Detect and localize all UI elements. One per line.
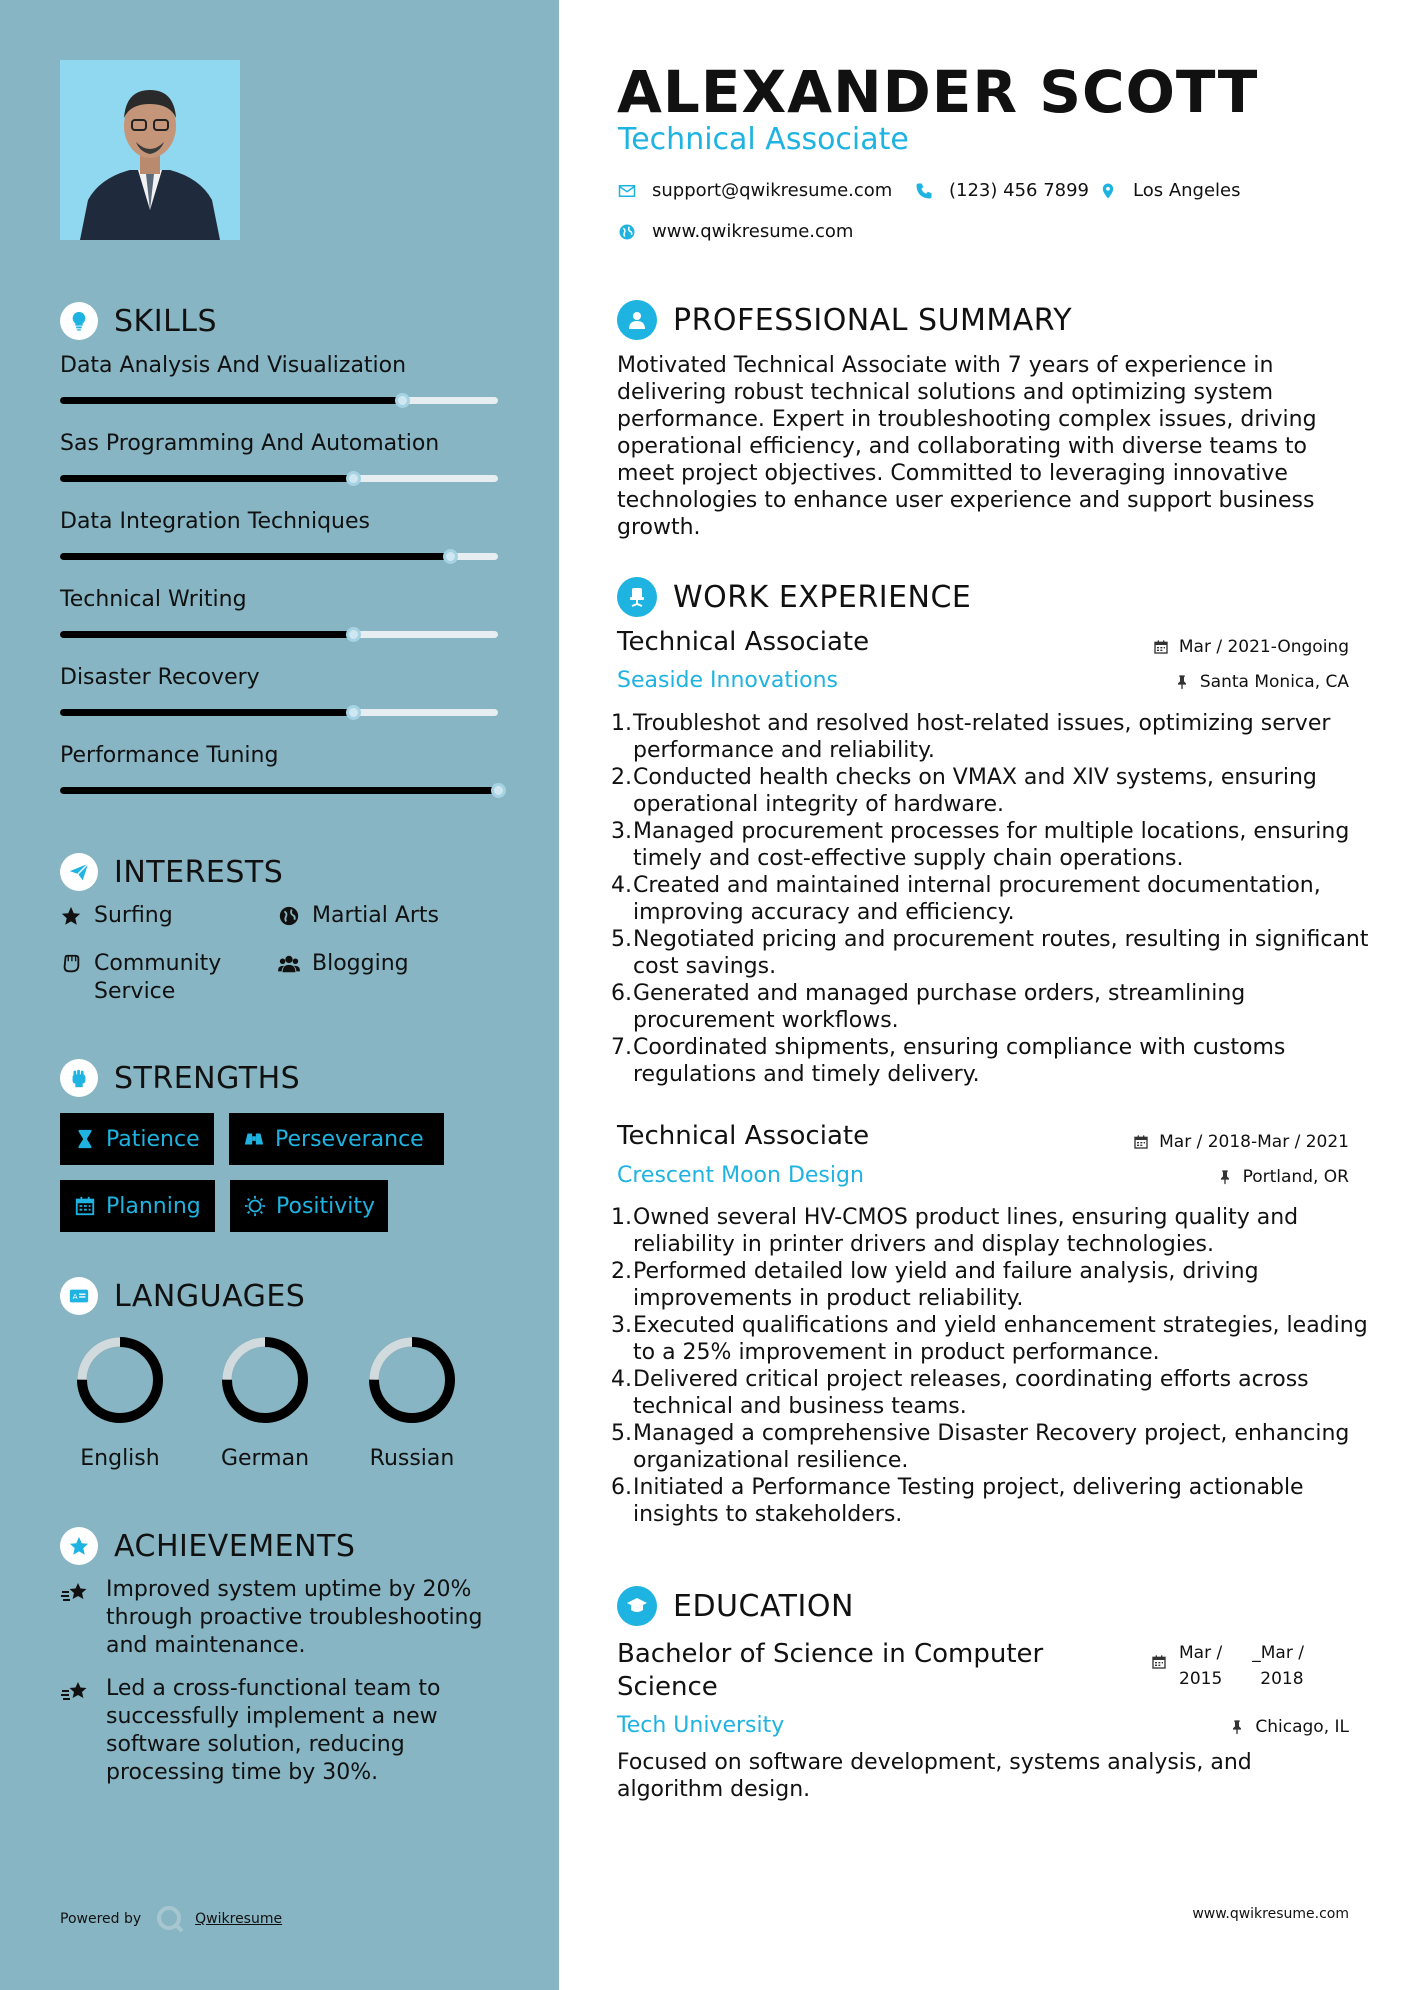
job-company: Crescent Moon Design (617, 1163, 864, 1188)
achievement-item (60, 1576, 500, 1660)
language-level-ring (364, 1332, 460, 1428)
skill-level-knob (346, 705, 361, 720)
achievements-heading (60, 1527, 355, 1565)
skill-level-fill (60, 553, 450, 560)
strengths-heading (60, 1059, 300, 1097)
interest-label: Blogging (312, 951, 409, 976)
skill-name: Data Analysis And Visualization (60, 353, 407, 378)
calendar-icon (1133, 1134, 1149, 1150)
shooting-star-icon (60, 1679, 90, 1705)
skill-level-fill (60, 397, 402, 404)
skill-level-fill (60, 709, 353, 716)
duty-number: 5. (611, 927, 632, 952)
duty-item (611, 1258, 1377, 1312)
sun-icon (244, 1195, 266, 1217)
duty-number: 1. (611, 1205, 632, 1230)
contact-phone[interactable] (915, 180, 1089, 201)
language-name: German (220, 1446, 310, 1471)
duty-text: Generated and managed purchase orders, streamlining procurement workflows. (633, 981, 1246, 1033)
duty-text: Managed procurement processes for multiple locations, ensuring timely and cost-effective supply chain operations. (633, 819, 1350, 871)
languages-title: LANGUAGES (114, 1278, 306, 1314)
lightbulb-icon (60, 302, 98, 340)
interest-item-martial-arts (278, 902, 439, 930)
candidate-role: Technical Associate (618, 122, 909, 157)
language-level-ring (217, 1332, 313, 1428)
pushpin-icon (1217, 1169, 1233, 1185)
interest-item-surfing (60, 902, 173, 930)
skill-level-knob (346, 627, 361, 642)
duty-text: Managed a comprehensive Disaster Recovery project, enhancing organizational resilience. (633, 1421, 1350, 1473)
powered-label: Powered by (60, 1911, 142, 1927)
education-degree: Bachelor of Science in Computer Science (617, 1639, 1044, 1702)
skill-level-knob (395, 393, 410, 408)
globe-icon (618, 223, 636, 241)
duty-number: 3. (611, 819, 632, 844)
language-item (210, 1332, 320, 1471)
duty-item (611, 1474, 1377, 1528)
shooting-star-icon (60, 1580, 90, 1606)
language-name: Russian (369, 1446, 455, 1471)
strength-tag-positivity (230, 1180, 388, 1232)
skill-level-bar (60, 787, 498, 794)
skill-level-knob (443, 549, 458, 564)
job-dates-text: Mar / 2018-Mar / 2021 (1159, 1132, 1349, 1152)
duty-number: 1. (611, 711, 632, 736)
duty-text: Executed qualifications and yield enhancement strategies, leading to a 25% improvement in product performance. (633, 1313, 1368, 1365)
duty-item (611, 1312, 1377, 1366)
paper-plane-icon (60, 853, 98, 891)
skill-name: Technical Writing (60, 587, 247, 612)
achievement-text: Improved system uptime by 20% through proactive troubleshooting and maintenance. (106, 1577, 483, 1658)
job-dates-text: Mar / 2021-Ongoing (1178, 637, 1349, 657)
job-title: Technical Associate (617, 1121, 870, 1151)
summary-text: Motivated Technical Associate with 7 years of experience in delivering robust technical solutions and optimizing system performance. Expert in troubleshooting complex issues, driving operational efficiency, and collaborating with diverse teams to meet project objectives. Committed to leveraging innovative technologies to enhance user experience and support business growth. (617, 353, 1317, 540)
envelope-icon (618, 182, 636, 200)
skill-level-fill (60, 631, 353, 638)
education-title: EDUCATION (673, 1588, 854, 1624)
hourglass-icon (74, 1128, 96, 1150)
skill-name: Sas Programming And Automation (60, 431, 440, 456)
duty-item (611, 1204, 1377, 1258)
svg-text:A: A (72, 1291, 79, 1301)
contact-email[interactable] (618, 180, 892, 201)
duty-text: Negotiated pricing and procurement routes, resulting in significant cost savings. (633, 927, 1369, 979)
phone-text: (123) 456 7899 (949, 180, 1090, 201)
job-location (1217, 1167, 1349, 1187)
achievements-title: ACHIEVEMENTS (114, 1528, 356, 1564)
phone-icon (915, 182, 933, 200)
job-location (1174, 672, 1349, 692)
skill-level-bar (60, 397, 498, 404)
user-icon (617, 300, 657, 340)
interests-heading (60, 853, 283, 891)
skills-title: SKILLS (114, 303, 218, 339)
strength-label: Positivity (276, 1193, 376, 1219)
interest-label: Surfing (94, 903, 173, 928)
skill-name: Performance Tuning (60, 743, 279, 768)
binoculars-icon (243, 1128, 265, 1150)
education-heading (617, 1586, 854, 1626)
duty-text: Troubleshot and resolved host-related issues, optimizing server performance and reliability. (633, 711, 1331, 763)
duty-number: 3. (611, 1313, 632, 1338)
location-text: Los Angeles (1133, 180, 1241, 201)
education-end-month: _Mar / (1252, 1643, 1304, 1663)
language-level-ring (72, 1332, 168, 1428)
skill-name: Data Integration Techniques (60, 509, 370, 534)
achievement-item (60, 1675, 500, 1787)
education-location (1229, 1717, 1349, 1737)
duty-item (611, 980, 1377, 1034)
calendar-icon (1151, 1654, 1167, 1670)
job-dates (1133, 1132, 1349, 1152)
duty-number: 7. (611, 1035, 632, 1060)
duty-item (611, 1366, 1377, 1420)
person-portrait-icon (60, 60, 240, 240)
skill-level-bar (60, 631, 498, 638)
strengths-title: STRENGTHS (114, 1060, 301, 1096)
job-dates (1153, 637, 1349, 657)
job-title: Technical Associate (617, 627, 870, 657)
duty-number: 4. (611, 873, 632, 898)
duty-number: 4. (611, 1367, 632, 1392)
duty-item (611, 1420, 1377, 1474)
qwikresume-logo-icon (155, 1904, 185, 1934)
skill-level-bar (60, 475, 498, 482)
interest-label: Community Service (94, 951, 222, 1004)
duty-number: 5. (611, 1421, 632, 1446)
education-start-year: 2015 (1179, 1669, 1223, 1689)
star-icon (60, 905, 82, 927)
skill-level-bar (60, 553, 498, 560)
skill-level-fill (60, 475, 353, 482)
language-item (357, 1332, 467, 1471)
users-icon (278, 953, 300, 975)
education-start (1179, 1640, 1222, 1692)
skills-heading (60, 302, 217, 340)
job-company: Seaside Innovations (617, 668, 838, 693)
duty-number: 6. (611, 1475, 632, 1500)
education-location-text: Chicago, IL (1255, 1717, 1349, 1737)
strength-tag-patience (60, 1113, 214, 1165)
candidate-name: ALEXANDER SCOTT (617, 58, 1259, 126)
duty-text: Initiated a Performance Testing project, delivering actionable insights to stakeholders. (633, 1475, 1304, 1527)
interest-item-community-service (60, 950, 260, 1006)
job-duties-list (611, 710, 1377, 1088)
skill-name: Disaster Recovery (60, 665, 260, 690)
fist-icon (60, 1059, 98, 1097)
globe-icon (278, 905, 300, 927)
profile-photo (60, 60, 240, 240)
education-dates (1151, 1640, 1334, 1692)
achievement-text: Led a cross-functional team to successfully implement a new software solution, reducing processing time by 30%. (106, 1676, 441, 1785)
summary-title: PROFESSIONAL SUMMARY (673, 302, 1073, 338)
email-text: support@qwikresume.com (652, 180, 893, 201)
duty-item (611, 818, 1377, 872)
powered-brand-link[interactable]: Qwikresume (195, 1911, 283, 1927)
job-location-text: Santa Monica, CA (1199, 672, 1349, 692)
duty-number: 2. (611, 1259, 632, 1284)
graduate-icon (617, 1586, 657, 1626)
education-end-year: 2018 (1260, 1669, 1304, 1689)
duty-item (611, 1034, 1377, 1088)
main-content (559, 0, 1407, 1990)
contact-website[interactable] (618, 221, 853, 242)
duty-text: Coordinated shipments, ensuring compliance with customs regulations and timely delivery. (633, 1035, 1286, 1087)
languages-heading (60, 1277, 305, 1315)
interest-label: Martial Arts (312, 903, 440, 928)
sidebar (0, 0, 559, 1990)
duty-text: Created and maintained internal procurement documentation, improving accuracy and efficiency. (633, 873, 1321, 925)
strength-label: Patience (106, 1126, 200, 1152)
calendar-icon (1153, 639, 1169, 655)
education-school: Tech University (617, 1713, 785, 1738)
language-card-icon (60, 1277, 98, 1315)
footer-website-link[interactable]: www.qwikresume.com (1192, 1906, 1349, 1922)
strength-label: Perseverance (275, 1126, 424, 1152)
calendar-icon (74, 1195, 96, 1217)
skill-level-knob (346, 471, 361, 486)
pushpin-icon (1229, 1719, 1245, 1735)
interest-item-blogging (278, 950, 409, 978)
duty-item (611, 926, 1377, 980)
education-end (1252, 1640, 1304, 1692)
strength-tag-perseverance (229, 1113, 444, 1165)
duty-item (611, 764, 1377, 818)
summary-heading (617, 300, 1072, 340)
powered-by (60, 1904, 282, 1934)
strength-label: Planning (106, 1193, 201, 1219)
duty-number: 6. (611, 981, 632, 1006)
skill-level-knob (491, 783, 506, 798)
skill-level-bar (60, 709, 498, 716)
duty-text: Performed detailed low yield and failure analysis, driving improvements in product reliability. (633, 1259, 1259, 1311)
language-name: English (80, 1446, 160, 1471)
education-description: Focused on software development, systems analysis, and algorithm design. (617, 1750, 1252, 1802)
strength-tag-planning (60, 1180, 215, 1232)
duty-number: 2. (611, 765, 632, 790)
duty-item (611, 872, 1377, 926)
hand-icon (60, 953, 82, 975)
duty-item (611, 710, 1377, 764)
duty-text: Delivered critical project releases, coordinating efforts across technical and business teams. (633, 1367, 1309, 1419)
duty-text: Owned several HV-CMOS product lines, ensuring quality and reliability in printer drivers and display technologies. (633, 1205, 1299, 1257)
office-chair-icon (617, 577, 657, 617)
education-start-month: Mar / (1179, 1643, 1223, 1663)
experience-heading (617, 577, 971, 617)
skill-level-fill (60, 787, 498, 794)
website-text: www.qwikresume.com (652, 221, 854, 242)
job-duties-list (611, 1204, 1377, 1528)
language-item (65, 1332, 175, 1471)
job-location-text: Portland, OR (1242, 1167, 1349, 1187)
duty-text: Conducted health checks on VMAX and XIV systems, ensuring operational integrity of hardware. (633, 765, 1317, 817)
star-badge-icon (60, 1527, 98, 1565)
experience-title: WORK EXPERIENCE (673, 579, 972, 615)
map-pin-icon (1099, 182, 1117, 200)
interests-title: INTERESTS (114, 854, 284, 890)
contact-location (1099, 180, 1241, 201)
pushpin-icon (1174, 674, 1190, 690)
